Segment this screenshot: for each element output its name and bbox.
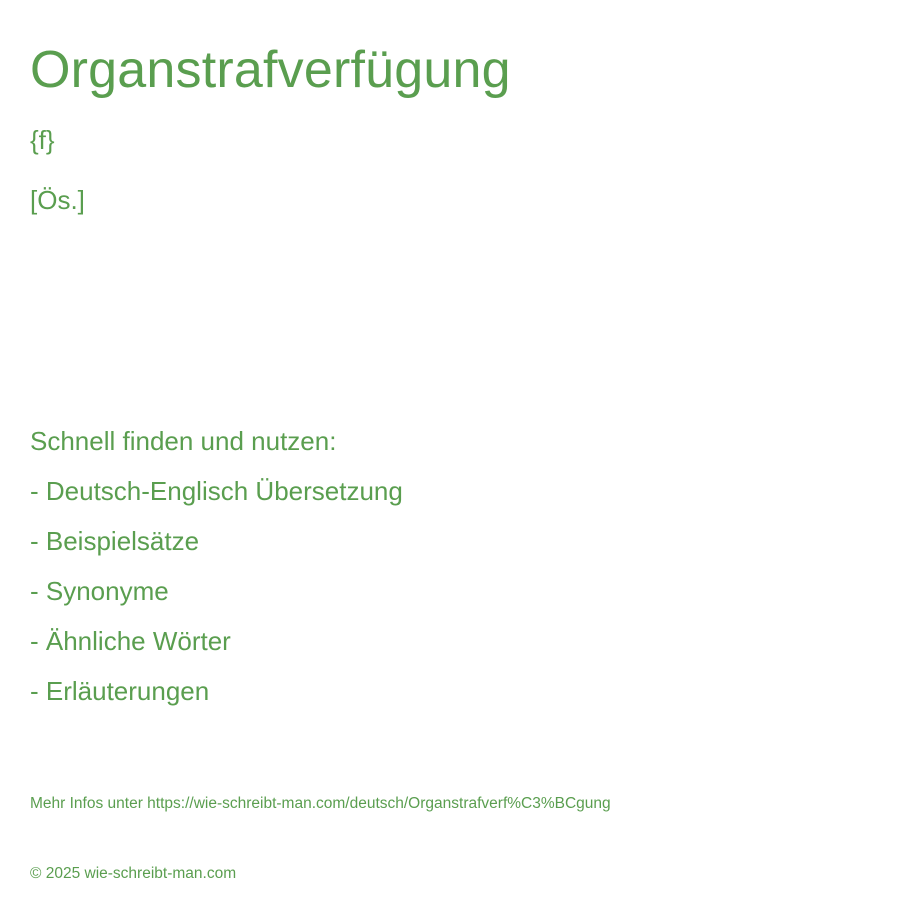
- page-title: Organstrafverfügung: [30, 41, 511, 99]
- gender-label: {f}: [30, 125, 55, 155]
- feature-item-translation: - Deutsch-Englisch Übersetzung: [30, 476, 403, 506]
- feature-item-explanations: - Erläuterungen: [30, 676, 210, 706]
- features-heading: Schnell finden und nutzen:: [30, 426, 337, 456]
- copyright-text: © 2025 wie-schreibt-man.com: [30, 865, 237, 882]
- feature-item-example-sentences: - Beispielsätze: [30, 526, 200, 556]
- more-info-text: Mehr Infos unter https://wie-schreibt-man.com/deutsch/Organstrafverf%C3%BCgung: [30, 795, 611, 812]
- feature-item-similar-words: - Ähnliche Wörter: [30, 626, 231, 656]
- region-label: [Ös.]: [30, 185, 85, 215]
- feature-item-synonyms: - Synonyme: [30, 576, 169, 606]
